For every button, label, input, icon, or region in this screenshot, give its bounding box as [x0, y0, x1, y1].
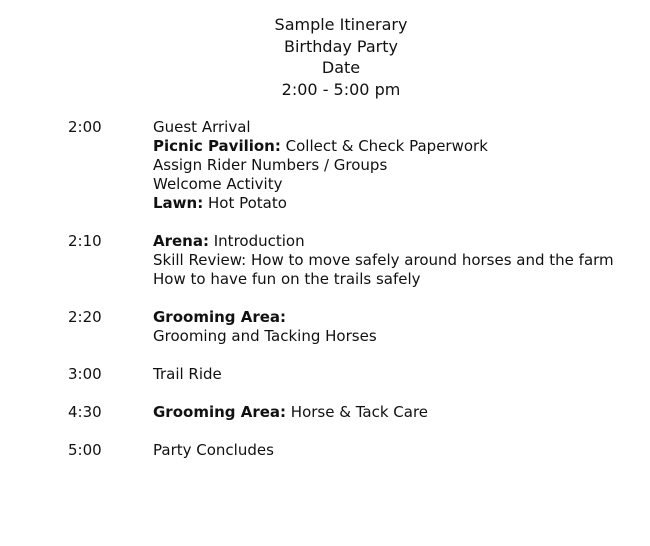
- entry-time: 3:00: [68, 365, 102, 383]
- activity-text: Assign Rider Numbers / Groups: [153, 156, 388, 174]
- activity-line: [153, 232, 643, 251]
- activity-line: [153, 251, 643, 270]
- activity-text: Horse & Tack Care: [286, 403, 429, 421]
- location-label: Grooming Area:: [153, 308, 287, 326]
- activity-text: Introduction: [208, 232, 305, 250]
- activity-line: [153, 175, 643, 194]
- activity-line: [153, 365, 643, 384]
- location-label: Picnic Pavilion:: [153, 137, 281, 155]
- activity-line: [153, 441, 643, 460]
- entry-time: 2:20: [68, 308, 102, 326]
- activity-line: [153, 156, 643, 175]
- entry-time: 5:00: [68, 441, 102, 459]
- event-date: Date: [321, 58, 361, 77]
- event-name: Birthday Party: [284, 36, 398, 56]
- location-label: Grooming Area:: [153, 403, 287, 421]
- schedule-entry-2-20: [68, 308, 643, 346]
- activity-text: Skill Review: How to move safely around horses and the farm: [153, 251, 614, 269]
- itinerary-header: [0, 14, 650, 100]
- activity-text: Party Concludes: [153, 441, 274, 459]
- schedule-entry-2-00: [68, 118, 643, 213]
- schedule-entry-3-00: [68, 365, 643, 384]
- activity-line: [153, 308, 643, 327]
- itinerary-schedule: [68, 118, 643, 479]
- schedule-entry-4-30: [68, 403, 643, 422]
- location-label: Lawn:: [153, 194, 204, 212]
- event-time-range: 2:00 - 5:00 pm: [281, 79, 401, 99]
- activity-text: Welcome Activity: [153, 175, 283, 193]
- entry-time: 2:00: [68, 118, 102, 136]
- entry-activities: [153, 365, 643, 384]
- entry-activities: [153, 403, 643, 422]
- document-title: Sample Itinerary: [274, 15, 408, 34]
- entry-activities: [153, 232, 643, 289]
- entry-time: 2:10: [68, 232, 102, 250]
- entry-time: 4:30: [68, 403, 102, 421]
- activity-line: [153, 194, 643, 213]
- location-label: Arena:: [153, 232, 209, 250]
- activity-line: [153, 118, 643, 137]
- entry-activities: [153, 308, 643, 346]
- activity-text: How to have fun on the trails safely: [153, 270, 421, 288]
- activity-line: [153, 327, 643, 346]
- activity-text: Collect & Check Paperwork: [280, 137, 488, 155]
- entry-activities: [153, 441, 643, 460]
- activity-line: [153, 403, 643, 422]
- activity-line: [153, 270, 643, 289]
- activity-text: Guest Arrival: [153, 118, 251, 136]
- schedule-entry-5-00: [68, 441, 643, 460]
- activity-text: Hot Potato: [203, 194, 287, 212]
- schedule-entry-2-10: [68, 232, 643, 289]
- activity-text: Grooming and Tacking Horses: [153, 327, 377, 345]
- activity-line: [153, 137, 643, 156]
- entry-activities: [153, 118, 643, 213]
- activity-text: Trail Ride: [153, 365, 222, 383]
